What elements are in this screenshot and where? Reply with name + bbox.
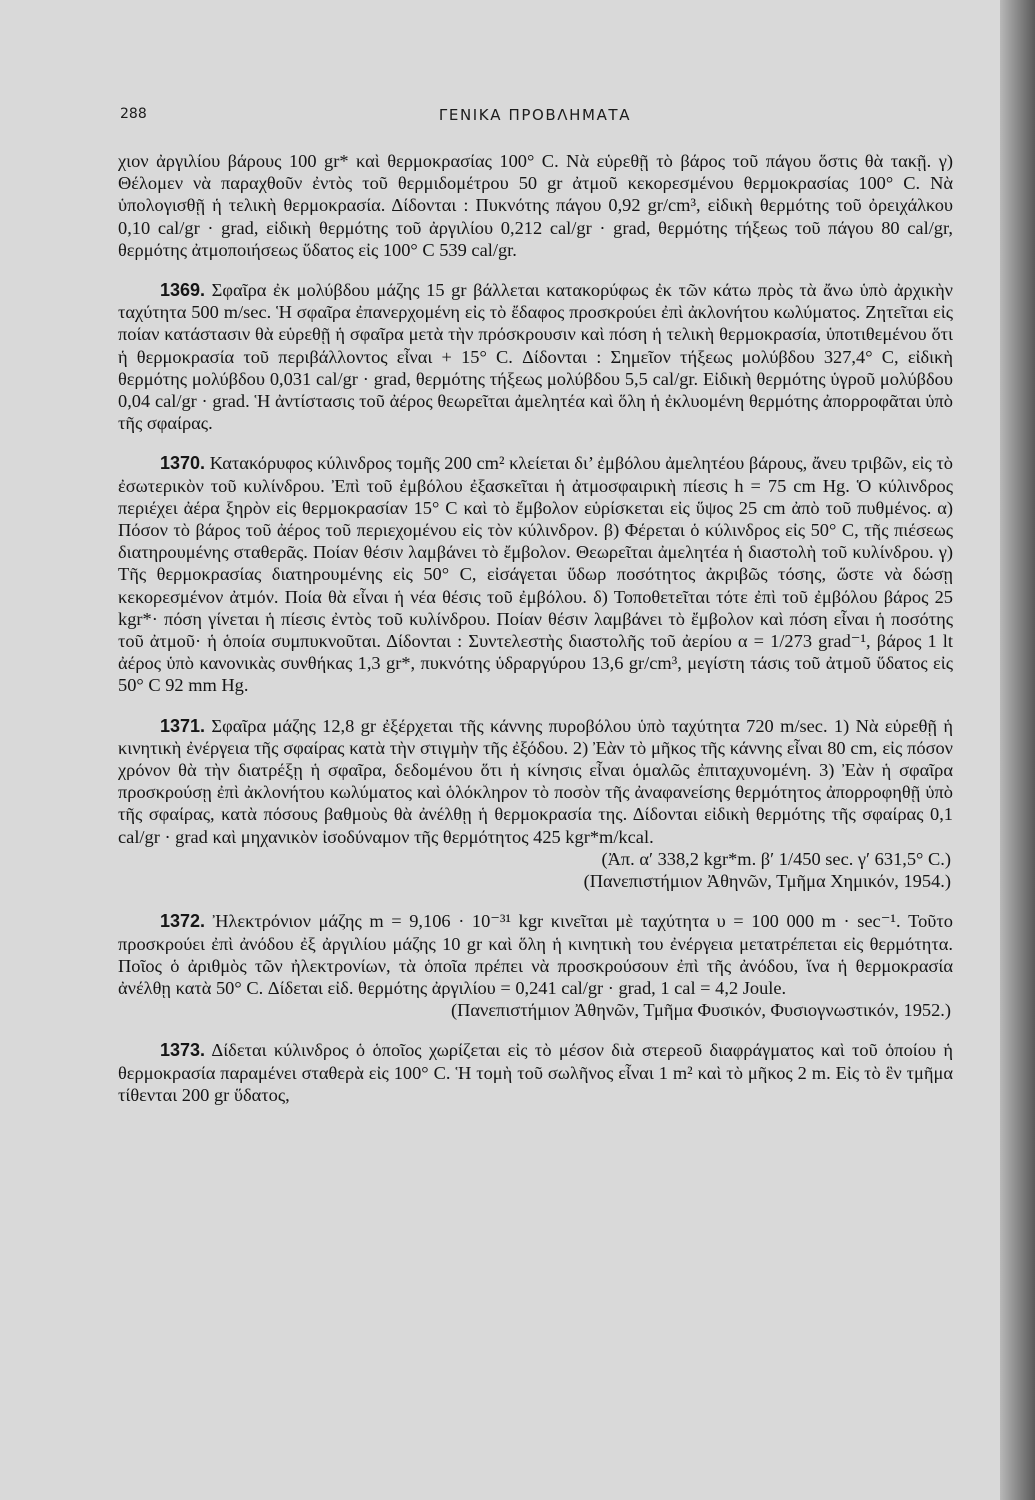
problem-source: (Πανεπιστήμιον Ἀθηνῶν, Τμῆμα Χημικόν, 1954.) (583, 871, 951, 892)
problem-answer: (Ἀπ. α′ 338,2 kgr*m. β′ 1/450 sec. γ′ 631,5° C.) (601, 848, 951, 869)
running-title: ΓΕΝΙΚΑ ΠΡΟΒΛΗΜΑΤΑ (438, 106, 632, 124)
problem-number: 1370. (160, 453, 206, 474)
page-header (120, 106, 950, 130)
problem-source: (Πανεπιστήμιον Ἀθηνῶν, Τμῆμα Φυσικόν, Φυσιογνωστικόν, 1952.) (450, 1000, 951, 1021)
page-number: 288 (120, 106, 147, 122)
problem-1372 (118, 910, 953, 999)
problem-number: 1372. (160, 911, 206, 932)
continuation-paragraph: χιον ἀργιλίου βάρους 100 gr* καὶ θερμοκρασίας 100° C. Νὰ εὑρεθῇ τὸ βάρος τοῦ πάγου ὅστις θὰ τακῇ. γ) Θέλομεν νὰ παραχθοῦν ἐντὸς τοῦ θερμιδομέτρου 50 gr ἀτμοῦ κεκορεσμένου θερμοκρασίας 100° C. Νὰ ὑπολογισθῇ ἡ τελικὴ θερμοκρασία. Δίδονται : Πυκνότης πάγου 0,92 gr/cm³, εἰδικὴ θερμότης τοῦ ὀρειχάλκου 0,10 cal/gr · grad, εἰδικὴ θερμότης τοῦ ἀργιλίου 0,212 cal/gr · grad, θερμότης τήξεως τοῦ πάγου 80 cal/gr, θερμότης ἀτμοποιήσεως ὕδατος εἰς 100° C 539 cal/gr. (118, 151, 953, 260)
problem-number: 1373. (160, 1040, 206, 1061)
problem-text: Σφαῖρα ἐκ μολύβδου μάζης 15 gr βάλλεται κατακορύφως ἐκ τῶν κάτω πρὸς τὰ ἄνω ὑπὸ ἀρχικὴν ταχύτητα 500 m/sec. Ἡ σφαῖρα ἐπανερχομένη εἰς τὸ ἔδαφος προσκρούει ἐπὶ ἀκλονήτου κωλύματος. Ζητεῖται εἰς ποίαν κατάστασιν θὰ εὑρεθῇ ἡ σφαῖρα μετὰ τὴν πρόσκρουσιν καὶ πόση ἡ τελικὴ θερμοκρασία, ὑποτιθεμένου ὅτι ἡ θερμοκρασία τοῦ περιβάλλοντος εἶναι + 15° C. Δίδονται : Σημεῖον τήξεως μολύβδου 327,4° C, εἰδικὴ θερμότης μολύβδου 0,031 cal/gr · grad, θερμότης τήξεως μολύβδου 5,5 cal/gr. Εἰδικὴ θερμότης ὑγροῦ μολύβδου 0,04 cal/gr · grad. Ἡ ἀντίστασις τοῦ ἀέρος θεωρεῖται ἀμελητέα καὶ ὅλη ἡ ἐκλυομένη θερμότης ἀπορροφᾶται ὑπὸ τῆς σφαίρας. (118, 280, 953, 434)
problem-number: 1371. (160, 715, 206, 736)
page-body (118, 150, 953, 1106)
problem-1370 (118, 452, 953, 696)
problem-1371 (118, 715, 953, 848)
problem-text: Ἠλεκτρόνιον μάζης m = 9,106 · 10⁻³¹ kgr κινεῖται μὲ ταχύτητα υ = 100 000 m · sec⁻¹. Τοῦτο προσκρούει ἐπὶ ἀνόδου ἐξ ἀργιλίου μάζης 10 gr καὶ ὅλη ἡ κινητικὴ του ἐνέργεια μετατρέπεται εἰς θερμότητα. Ποῖος ὁ ἀριθμὸς τῶν ἠλεκτρονίων, τὰ ὁποῖα πρέπει νὰ προσκρούσουν ἐπὶ τῆς ἀνόδου, ἵνα ἡ θερμοκρασία ἀνέλθῃ κατὰ 50° C. Δίδεται εἰδ. θερμότης ἀργιλίου = 0,241 cal/gr · grad, 1 cal = 4,2 Joule. (118, 911, 953, 998)
page-edge-shadow (1000, 0, 1035, 1500)
problem-1373 (118, 1039, 953, 1106)
problem-text: Σφαῖρα μάζης 12,8 gr ἐξέρχεται τῆς κάννης πυροβόλου ὑπὸ ταχύτητα 720 m/sec. 1) Νὰ εὑρεθῇ ἡ κινητικὴ ἐνέργεια τῆς σφαίρας κατὰ τὴν στιγμὴν τῆς ἐξόδου. 2) Ἐὰν τὸ μῆκος τῆς κάννης εἶναι 80 cm, εἰς πόσον χρόνον θὰ τὴν διατρέξῃ ἡ σφαῖρα, δεδομένου ὅτι ἡ κίνησις εἶναι ὁμαλῶς ἐπιταχυνομένη. 3) Ἐὰν ἡ σφαῖρα προσκρούσῃ ἐπὶ ἀκλονήτου κωλύματος καὶ ὁλόκληρον τὸ ποσὸν τῆς ἀναφανείσης θερμότητος ἀπορροφηθῇ ὑπὸ τῆς σφαίρας, κατὰ πόσους βαθμοὺς θὰ ἀνέλθῃ ἡ θερμοκρασία της. Δίδονται εἰδικὴ θερμότης τῆς σφαίρας 0,1 cal/gr · grad καὶ μηχανικὸν ἰσοδύναμον τῆς θερμότητος 425 kgr*m/kcal. (118, 715, 953, 847)
problem-number: 1369. (160, 280, 206, 301)
problem-text: Κατακόρυφος κύλινδρος τομῆς 200 cm² κλείεται δι’ ἐμβόλου ἀμελητέου βάρους, ἄνευ τριβῶν, εἰς τὸ ἐσωτερικὸν τοῦ κυλίνδρου. Ἐπὶ τοῦ ἐμβόλου ἐξασκεῖται ἡ ἀτμοσφαιρικὴ πίεσις h = 75 cm Hg. Ὁ κύλινδρος περιέχει ἀέρα ξηρὸν εἰς θερμοκρασίαν 15° C καὶ τὸ ἔμβολον εὑρίσκεται εἰς ὕψος 25 cm ἀπὸ τοῦ πυθμένος. α) Πόσον τὸ βάρος τοῦ ἀέρος τοῦ περιεχομένου εἰς τὸν κύλινδρον. β) Φέρεται ὁ κύλινδρος εἰς 50° C, τῆς πιέσεως διατηρουμένης σταθερᾶς. Ποίαν θέσιν λαμβάνει τὸ ἔμβολον. Θεωρεῖται ἀμελητέα ἡ διαστολὴ τοῦ κυλίνδρου. γ) Τῆς θερμοκρασίας διατηρουμένης εἰς 50° C, εἰσάγεται ὕδωρ ποσότητος ἀκριβῶς τόσης, ὥστε νὰ δώσῃ κεκορεσμένον ἀτμόν. Ποία θὰ εἶναι ἡ νέα θέσις τοῦ ἐμβόλου. δ) Τοποθετεῖται τότε ἐπὶ τοῦ ἐμβόλου βάρος 25 kgr*· πόση γίνεται ἡ πίεσις ἐντὸς τοῦ κυλίνδρου. Ποίαν θέσιν λαμβάνει τὸ ἔμβολον καὶ πόση εἶναι ἡ ποσότης τοῦ ἀτμοῦ· ἡ ὁποία συμπυκνοῦται. Δίδονται : Συντελεστὴς διαστολῆς τοῦ ἀερίου α = 1/273 grad⁻¹, βάρος 1 lt ἀέρος ὑπὸ κανονικὰς συνθήκας 1,3 gr*, πυκνότης ὑδραργύρου 13,6 gr/cm³, μεγίστη τάσις τοῦ ἀτμοῦ ὕδατος εἰς 50° C 92 mm Hg. (118, 453, 953, 696)
problem-text: Δίδεται κύλινδρος ὁ ὁποῖος χωρίζεται εἰς τὸ μέσον διὰ στερεοῦ διαφράγματος καὶ τοῦ ὁποίου ἡ θερμοκρασία παραμένει σταθερὰ εἰς 100° C. Ἡ τομὴ τοῦ σωλῆνος εἶναι 1 m² καὶ τὸ μῆκος 2 m. Εἰς τὸ ἓν τμῆμα τίθενται 200 gr ὕδατος, (118, 1040, 953, 1105)
problem-1369 (118, 279, 953, 434)
